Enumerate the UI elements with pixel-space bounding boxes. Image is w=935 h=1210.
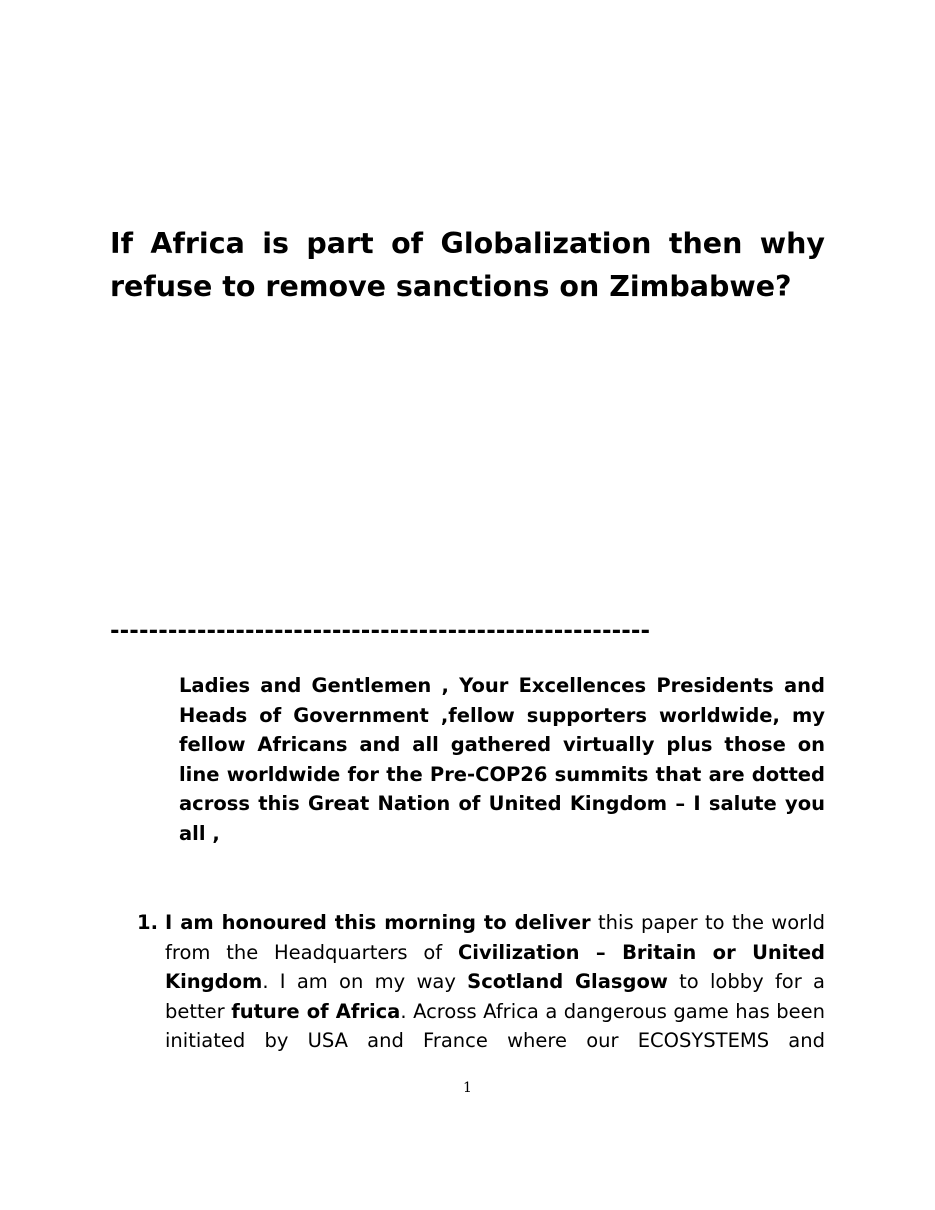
- dashed-separator: --------------------------------------------------------: [110, 618, 651, 644]
- salutation-paragraph: Ladies and Gentlemen , Your Excellences Presidents and Heads of Government ,fellow supporters worldwide, my fellow Africans and all gathered virtually plus those on line worldwide for the Pre-COP26 summits that are dotted across this Great Nation of United Kingdom – I salute you all ,: [179, 674, 825, 845]
- list-item-text: this paper to the world from the Headquarters of: [165, 911, 825, 964]
- list-item-text-bold: Scotland Glasgow: [467, 970, 668, 994]
- list-item: [137, 908, 825, 1056]
- list-item-text-bold: I am honoured this morning to deliver: [165, 911, 591, 934]
- list-item-text: to lobby for a better: [165, 970, 825, 1023]
- numbered-list: [137, 908, 825, 1056]
- document-title: If Africa is part of Globalization then why refuse to remove sanctions on Zimbabwe?: [110, 227, 825, 303]
- list-item-text: . Across Africa a dangerous game has been initiated by USA and France where our ECOSYSTEMS and: [165, 999, 825, 1053]
- list-item-number: 1.: [137, 911, 158, 934]
- list-item-text-bold: future of Africa: [231, 999, 401, 1023]
- list-item-text-bold: Civilization – Britain or United Kingdom: [165, 940, 825, 994]
- list-item-text: . I am on my way: [262, 970, 468, 994]
- page-number: 1: [463, 1080, 472, 1096]
